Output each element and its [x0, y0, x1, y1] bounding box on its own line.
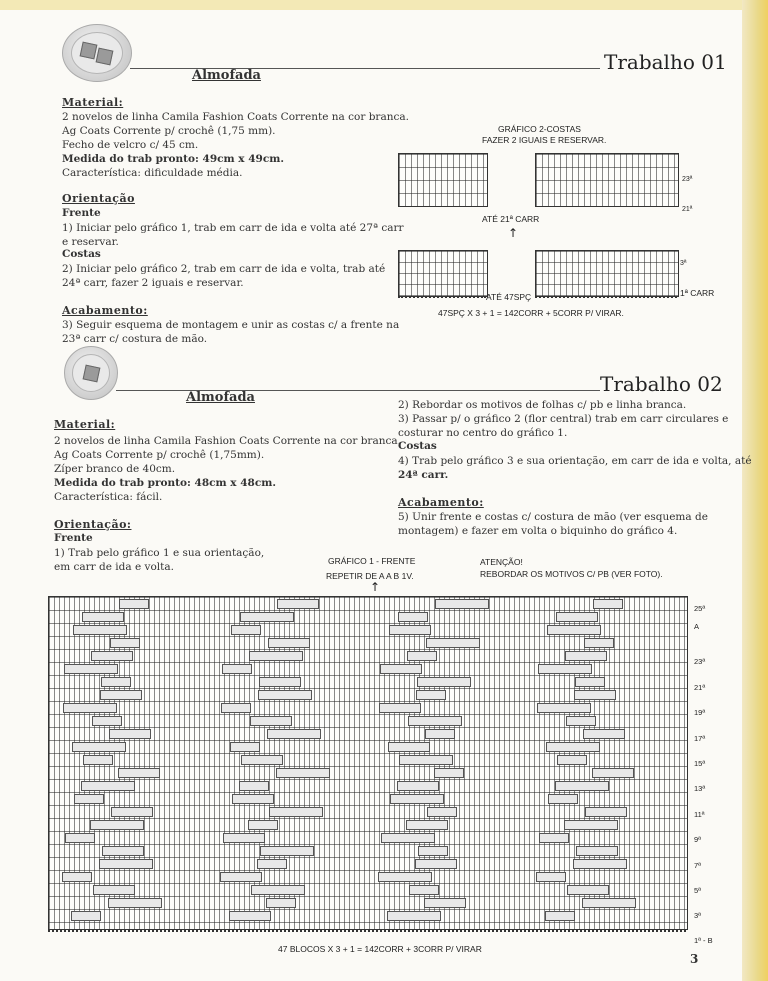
- pillow-icon: [83, 365, 101, 383]
- orientation-heading-2: Orientação:: [54, 518, 132, 531]
- chart1-note-title: ATENÇÃO!: [480, 557, 523, 567]
- chart-cell-block: [378, 872, 432, 882]
- chart-cell-block: [538, 664, 592, 674]
- chart-cell-block: [408, 716, 462, 726]
- chart-cell-block: [249, 651, 303, 661]
- chart-cell-block: [564, 820, 618, 830]
- section-heading-1: Trabalho 01: [604, 50, 727, 74]
- chart-cell-block: [390, 794, 444, 804]
- chart-cell-block: [555, 781, 609, 791]
- chart-cell-block: [435, 599, 489, 609]
- chart2-inner-label: ATÉ 47SPÇ: [486, 292, 532, 302]
- chart-cell-block: [230, 742, 260, 752]
- chart2-subtitle: FAZER 2 IGUAIS E RESERVAR.: [482, 135, 607, 145]
- material-line: 2 novelos de linha Camila Fashion Coats Corrente na cor branca.: [54, 435, 401, 447]
- chart-cell-block: [258, 690, 312, 700]
- chart-cell-block: [418, 846, 448, 856]
- chart-cell-block: [545, 911, 575, 921]
- chart1-row-label: 25ª: [694, 604, 706, 613]
- chart-cell-block: [388, 742, 430, 752]
- section-heading-2: Trabalho 02: [600, 372, 723, 396]
- chart-cell-block: [556, 612, 598, 622]
- chart-cell-block: [266, 898, 296, 908]
- chart-cell-block: [269, 807, 323, 817]
- chart1-title: GRÁFICO 1 - FRENTE: [328, 556, 416, 566]
- material-line: Ag Coats Corrente p/ crochê (1,75 mm).: [62, 125, 276, 137]
- chart-cell-block: [221, 703, 251, 713]
- chart-cell-block: [241, 755, 283, 765]
- chart-cell-block: [425, 729, 455, 739]
- chart1-row-label: A: [694, 622, 700, 631]
- chart1-row-label: 9ª: [694, 835, 701, 845]
- material-line: Ag Coats Corrente p/ crochê (1,75mm).: [54, 449, 265, 461]
- right-text: costurar no centro do gráfico 1.: [398, 427, 568, 439]
- chart-cell-block: [259, 677, 301, 687]
- chart-cell-block: [222, 664, 252, 674]
- chart-cell-block: [73, 625, 127, 635]
- chart1-footer: 47 BLOCOS X 3 + 1 = 142CORR + 3CORR P/ VIRAR: [278, 944, 482, 954]
- chart-cell-block: [406, 820, 448, 830]
- material-heading-1: Material:: [62, 96, 124, 109]
- chart-cell-block: [277, 599, 319, 609]
- chart-cell-block: [539, 833, 569, 843]
- chart-cell-block: [65, 833, 95, 843]
- chart-cell-block: [231, 625, 261, 635]
- chart-cell-block: [585, 807, 627, 817]
- acabamento-text: montagem) e fazer em volta o biquinho do gráfico 4.: [398, 525, 678, 537]
- chart-cell-block: [582, 898, 636, 908]
- chart-cell-block: [537, 703, 591, 713]
- chart-cell-block: [251, 885, 305, 895]
- page-number: 3: [690, 952, 699, 966]
- chart-cell-block: [82, 612, 124, 622]
- chart2-chain-row: [398, 290, 486, 298]
- chart-cell-block: [118, 768, 160, 778]
- chart1-row-label: 17ª: [694, 733, 706, 743]
- chart1-row-label: 11ª: [694, 809, 705, 819]
- chart-cell-block: [99, 859, 153, 869]
- chart-cell-block: [229, 911, 271, 921]
- chart-cell-block: [379, 703, 421, 713]
- chart-cell-block: [536, 872, 566, 882]
- chart-cell-block: [427, 807, 457, 817]
- chart2-row-label: 1ª CARR: [680, 288, 715, 298]
- frente-text: 1) Trab pelo gráfico 1 e sua orientação,: [54, 547, 265, 559]
- chart-cell-block: [100, 690, 142, 700]
- chart2-up-label: ATÉ 21ª CARR: [482, 214, 540, 224]
- frente-text: e reservar.: [62, 236, 119, 248]
- chart-cell-block: [583, 729, 625, 739]
- chart-cell-block: [380, 664, 422, 674]
- acabamento-heading-1: Acabamento:: [62, 304, 148, 317]
- right-text: 2) Rebordar os motivos de folhas c/ pb e linha branca.: [398, 399, 687, 411]
- top-border: [0, 0, 768, 10]
- acabamento-text: 23ª carr c/ costura de mão.: [62, 333, 208, 345]
- project-title-1: Almofada: [192, 68, 261, 83]
- chart-cell-block: [90, 820, 144, 830]
- chart-cell-block: [257, 859, 287, 869]
- chart-cell-block: [567, 885, 609, 895]
- up-arrow-icon: ↑: [370, 580, 381, 594]
- chart-cell-block: [566, 716, 596, 726]
- chart1-note: REBORDAR OS MOTIVOS C/ PB (VER FOTO).: [480, 569, 663, 579]
- chart1-grid: [48, 596, 688, 930]
- chart-cell-block: [248, 820, 278, 830]
- orientation-heading-1: Orientação: [62, 192, 135, 205]
- chart1-row-label: 5ª: [694, 886, 701, 895]
- chart-cell-block: [424, 898, 466, 908]
- chart-cell-block: [109, 729, 151, 739]
- chart-cell-block: [108, 898, 162, 908]
- chart1-subtitle: REPETIR DE A A B 1V.: [326, 571, 414, 581]
- chart2-row-label: 21ª: [682, 206, 693, 213]
- chart-cell-block: [81, 781, 135, 791]
- material-line: Característica: dificuldade média.: [62, 167, 243, 179]
- chart-cell-block: [62, 872, 92, 882]
- chart-cell-block: [71, 911, 101, 921]
- chart1-row-label: 13ª: [694, 784, 706, 794]
- chart1-row-label: 3ª: [694, 911, 701, 921]
- chart-cell-block: [111, 807, 153, 817]
- chart-cell-block: [250, 716, 292, 726]
- frente-text: em carr de ida e volta.: [54, 561, 174, 573]
- frente-heading-1: Frente: [62, 207, 101, 219]
- chart-cell-block: [576, 846, 618, 856]
- chart-cell-block: [592, 768, 634, 778]
- costas-heading-2: Costas: [398, 440, 437, 452]
- chart-cell-block: [573, 859, 627, 869]
- chart-cell-block: [593, 599, 623, 609]
- chart2-title: GRÁFICO 2-COSTAS: [498, 124, 581, 134]
- chart1-row-label: 15ª: [694, 759, 706, 768]
- chart-cell-block: [381, 833, 435, 843]
- chart-cell-block: [415, 859, 457, 869]
- chart-cell-block: [548, 794, 578, 804]
- chart2-top-right: [535, 153, 679, 207]
- chart-cell-block: [64, 664, 118, 674]
- chart-cell-block: [74, 794, 104, 804]
- pillow-icon: [96, 48, 114, 66]
- chart-cell-block: [547, 625, 601, 635]
- material-line: 2 novelos de linha Camila Fashion Coats Corrente na cor branca.: [62, 111, 409, 123]
- frente-heading-2: Frente: [54, 532, 93, 544]
- chart2-chain-row: [535, 290, 677, 298]
- chart-cell-block: [223, 833, 265, 843]
- chart-cell-block: [407, 651, 437, 661]
- chart-cell-block: [417, 677, 471, 687]
- chart-cell-block: [91, 651, 133, 661]
- chart-cell-block: [260, 846, 314, 856]
- chart-cell-block: [426, 638, 480, 648]
- frente-text: 1) Iniciar pelo gráfico 1, trab em carr de ida e volta até 27ª carr: [62, 222, 404, 234]
- chart-cell-block: [240, 612, 294, 622]
- chart-cell-block: [409, 885, 439, 895]
- chart-cell-block: [565, 651, 607, 661]
- chart-cell-block: [93, 885, 135, 895]
- chart-cell-block: [389, 625, 431, 635]
- chart-cell-block: [416, 690, 446, 700]
- acabamento-text: 3) Seguir esquema de montagem e unir as costas c/ a frente na: [62, 319, 400, 331]
- chart-cell-block: [398, 612, 428, 622]
- chart1-row-label: 23ª: [694, 657, 706, 667]
- chart1-chain-row: [48, 924, 686, 932]
- costas-text: 2) Iniciar pelo gráfico 2, trab em carr de ida e volta, trab até: [62, 263, 386, 275]
- chart-cell-block: [63, 703, 117, 713]
- right-text: 3) Passar p/ o gráfico 2 (flor central) trab em carr circulares e: [398, 413, 729, 425]
- chart-cell-block: [267, 729, 321, 739]
- chart-cell-block: [546, 742, 600, 752]
- pillow-icon: [80, 42, 98, 60]
- costas-text: 4) Trab pelo gráfico 3 e sua orientação, em carr de ida e volta, até: [398, 455, 752, 467]
- page-edge: [742, 0, 768, 981]
- pillow-badge-1: [62, 24, 132, 82]
- chart-cell-block: [557, 755, 587, 765]
- acabamento-text: 5) Unir frente e costas c/ costura de mão (ver esquema de: [398, 511, 708, 523]
- material-line: Medida do trab pronto: 49cm x 49cm.: [62, 153, 284, 165]
- chart-cell-block: [397, 781, 439, 791]
- chart-cell-block: [434, 768, 464, 778]
- costas-heading-1: Costas: [62, 248, 101, 260]
- costas-text: 24ª carr, fazer 2 iguais e reservar.: [62, 277, 244, 289]
- chart1-row-label: 21ª: [694, 682, 706, 692]
- chart-cell-block: [387, 911, 441, 921]
- costas-text: 24ª carr.: [398, 469, 449, 481]
- material-line: Zíper branco de 40cm.: [54, 463, 176, 475]
- chart-cell-block: [232, 794, 274, 804]
- material-line: Medida do trab pronto: 48cm x 48cm.: [54, 477, 276, 489]
- up-arrow-icon: ↑: [508, 226, 519, 240]
- material-line: Fecho de velcro c/ 45 cm.: [62, 139, 199, 151]
- chart2-footer: 47SPÇ X 3 + 1 = 142CORR + 5CORR P/ VIRAR.: [438, 308, 624, 318]
- chart-cell-block: [584, 638, 614, 648]
- material-heading-2: Material:: [54, 418, 116, 431]
- chart2-row-label: 23ª: [682, 176, 693, 183]
- material-line: Característica: fácil.: [54, 491, 163, 503]
- chart-cell-block: [399, 755, 453, 765]
- chart1-row-label: 19ª: [694, 708, 706, 718]
- chart-cell-block: [119, 599, 149, 609]
- chart1-row-label: 1ª - B: [694, 936, 713, 945]
- chart-cell-block: [102, 846, 144, 856]
- pillow-badge-2: [64, 346, 118, 400]
- chart-cell-block: [83, 755, 113, 765]
- chart-cell-block: [574, 690, 616, 700]
- chart-cell-block: [92, 716, 122, 726]
- chart-cell-block: [72, 742, 126, 752]
- chart-cell-block: [268, 638, 310, 648]
- chart2-row-label: 3ª: [680, 260, 687, 267]
- chart-cell-block: [110, 638, 140, 648]
- chart1-row-label: 7ª: [694, 860, 701, 870]
- project-title-2: Almofada: [186, 390, 255, 405]
- chart-cell-block: [101, 677, 131, 687]
- chart-cell-block: [276, 768, 330, 778]
- chart2-top-left: [398, 153, 488, 207]
- chart-cell-block: [220, 872, 262, 882]
- acabamento-heading-2: Acabamento:: [398, 496, 484, 509]
- chart-cell-block: [239, 781, 269, 791]
- chart-cell-block: [575, 677, 605, 687]
